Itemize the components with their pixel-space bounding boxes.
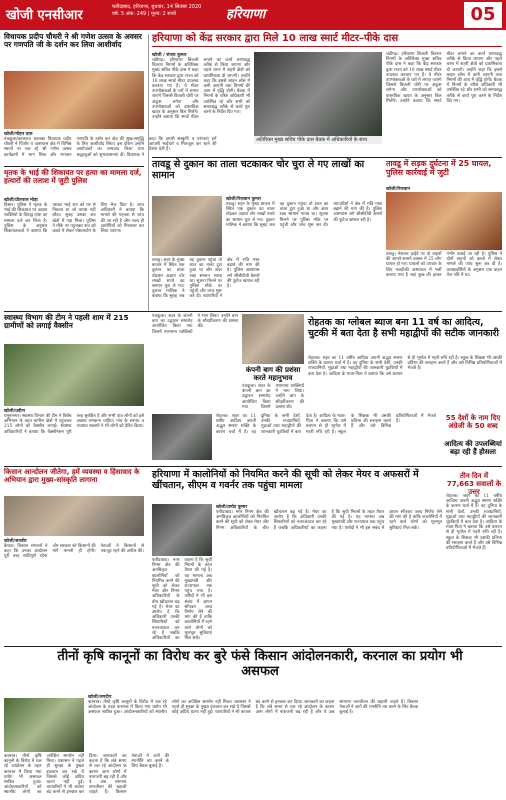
dateline-issue: वर्ष: 5 अंक: 249 | मूल्य: 2 रुपये (112, 11, 177, 17)
caption-meter: अतिरिक्त मुख्य सचिव पीके दास बैठक में अधिकारियों के साथ (254, 136, 382, 144)
photo-vaccine (4, 344, 144, 406)
story-headline-vaccine: स्वास्थ्य विभाग की टीम ने पहली शाम में 215 ग्रामीणों को लगाई वैक्सीन (4, 313, 129, 331)
body-jyoti: पंचकूला/कालका। कालका विधायक प्रदीप चौधरी ने पिंजौर व आसपास क्षेत्र में विभिन्न स्थानों पर चल रहे श्री गणेश उत्सव कार्यक्रमों में भाग लिया और भगवान गणपति के दर्शन कर क्षेत्र की सुख-समृद्धि के लिए आशीर्वाद लिया। इस दौरान उन्होंने आयोजकों का धन्यवाद किया तथा श्रद्धालुओं को शुभकामनाएं दीं। विधायक ने कहा कि हमारी संस्कृति व परंपराएं हमें आपसी भाईचारे व मिलजुल कर रहने की प्रेरणा देती हैं। (4, 137, 217, 158)
body-theft-continued: तावडू। शहर के मुख्य बाजार में स्थित एक दुकान का ताला तोड़कर अज्ञात चोर लाखों रुपये का सामान चुरा ले गए। दुकान मालिक ने बताया कि सुबह जब वह दुकान पहुंचा तो शटर का ताला टूटा हुआ था और अंदर रखा सामान गायब था। सूचना मिलने पर पुलिस मौके पर पहुंची और जांच शुरू कर दी। व्यापारियों ने क्षेत्र में रात्रि गश्त बढ़ाने की मांग की है। पुलिस आसपास लगे सीसीटीवी कैमरों की फुटेज खंगाल रही है। (152, 258, 260, 300)
photo-aditya (152, 414, 212, 460)
masthead (0, 0, 506, 30)
story-headline-meter: हरियाणा को केंद्र सरकार द्वारा मिले 10 लाख स्मार्ट मीटर–पीके दास (152, 33, 502, 47)
photo-meter-meeting (254, 52, 382, 136)
body-karnal-continued: करनाल। तीनों कृषि कानूनों के विरोध में चल रहे आंदोलन के तहत करनाल में किया गया प्रयोग भी असफल साबित हुआ। आंदोलनकारियों को स्थानीय लोगों का अपेक्षित समर्थन नहीं मिला। प्रशासन ने पहले ही सुरक्षा के पुख्ता इंतजाम कर रखे थे जिससे कोई अप्रिय घटना नहीं हुई। व्यापारियों ने भी बाजार बंद करने से इनकार कर दिया। जानकारों का कहना है कि लंबे समय से चल रहे आंदोलन के कारण आम लोगों में नाराजगी बढ़ रही है और वे अब सामान्य जनजीवन की बहाली चाहते हैं। किसान नेताओं ने आगे की रणनीति तय करने के लिए बैठक बुलाई है। (4, 754, 169, 796)
column-rule (148, 34, 149, 312)
body-theft: तावडू। शहर के मुख्य बाजार में स्थित एक दुकान का ताला तोड़कर अज्ञात चोर लाखों रुपये का सामान चुरा ले गए। दुकान मालिक ने बताया कि सुबह जब वह दुकान पहुंचा तो शटर का ताला टूटा हुआ था और अंदर रखा सामान गायब था। सूचना मिलने पर पुलिस मौके पर पहुंची और जांच शुरू कर दी। व्यापारियों ने क्षेत्र में रात्रि गश्त बढ़ाने की मांग की है। पुलिस आसपास लगे सीसीटीवी कैमरों की फुटेज खंगाल रही है। (226, 202, 382, 228)
story-headline-murder: मृतक के भाई की शिकायत पर हत्या का मामला दर्ज, हत्यारों की तलाश में जुटी पुलिस (4, 168, 142, 186)
byline-karnal: खोजी/जगदीप (88, 695, 112, 700)
story-headline-colony: हरियाणा में कालोनियों को नियमित करने की सूची को लेकर मेयर व अफसरों में खींचतान, सीएम व गवर्नर तक पहुंचा मामला (152, 469, 419, 491)
byline-jyoti: खोजी/मोहन दास (4, 132, 33, 137)
dateline-date: फरीदाबाद, हरियाणा, बुधवार, 14 सितंबर 2020 (112, 4, 202, 10)
byline-accident: खोजी/रिजवान (386, 187, 410, 192)
divider (4, 166, 144, 167)
story-headline-accident: तावडू में सड़क दुर्घटना में 25 घायल, पुलिस कार्रवाई में जुटी (386, 159, 492, 177)
body-company-left: पंचकूला। शहर के कंपनी बाग का उद्घाटन समारोह आयोजित किया गया जिसमें गणमान्य व्यक्तियों ने भाग लिया। उन्होंने बाग के सौंदर्यीकरण की प्रशंसा की। (152, 314, 238, 335)
divider (4, 646, 502, 647)
photo-shop (152, 196, 222, 256)
body-rohtak: रोहतक। शहर का 11 वर्षीय आदित्य अपनी अद्भुत स्मरण शक्ति के कारण चर्चा में है। वह दुनिया के सभी देशों, उनकी राजधानियों, मुद्राओं तथा महाद्वीपों की जानकारी चुटकियों में बता देता है। आदित्य के माता-पिता ने बताया कि उसे बचपन से ही भूगोल में गहरी रुचि रही है। स्कूल के शिक्षक भी उसकी प्रतिभा की सराहना करते हैं और उसे विभिन्न प्रतियोगिताओं में भेजते हैं। (216, 414, 436, 435)
divider (4, 466, 502, 467)
page-number: 05 (464, 2, 502, 28)
story-headline-company: कंपनी बाग की प्रशंसा करते महानुभाव (245, 366, 301, 383)
photo-company-bagh (242, 314, 304, 364)
body-meter: चंडीगढ़। हरियाणा बिजली वितरण निगमों के अतिरिक्त मुख्य सचिव पीके दास ने कहा कि केंद्र सरकार द्वारा राज्य को 10 लाख स्मार्ट मीटर उपलब्ध करवाए गए हैं। ये मीटर उपभोक्ताओं के घरों में लगाए जाएंगे जिससे बिजली चोरी पर अंकुश लगेगा और उपभोक्ताओं को वास्तविक खपत के अनुसार बिल मिलेंगे। उन्होंने बताया कि स्मार्ट मीटर लगाने का कार्य चरणबद्ध तरीके से किया जाएगा और पहले चरण में शहरी क्षेत्रों को प्राथमिकता दी जाएगी। उन्होंने कहा कि इससे लाइन लॉस में कमी आएगी तथा निगमों की आय में वृद्धि होगी। बैठक में निगमों के वरिष्ठ अधिकारी भी उपस्थित रहे और सभी को समयबद्ध तरीके से कार्य पूरा करने के निर्देश दिए गए। (152, 58, 250, 121)
body-rohtak-answers: रोहतक। शहर का 11 वर्षीय आदित्य अपनी अद्भुत स्मरण शक्ति के कारण चर्चा में है। वह दुनिया के सभी देशों, उनकी राजधानियों, मुद्राओं तथा महाद्वीपों की जानकारी चुटकियों में बता देता है। आदित्य के माता-पिता ने बताया कि उसे बचपन से ही भूगोल में गहरी रुचि रही है। स्कूल के शिक्षक भी उसकी प्रतिभा की सराहना करते हैं और उसे विभिन्न प्रतियोगिताओं में भेजते हैं। (446, 494, 502, 552)
body-colony-continued: फरीदाबाद। नगर निगम क्षेत्र की अनधिकृत कालोनियों को नियमित करने की सूची को लेकर मेयर और निगम अधिकारियों के बीच खींचतान बढ़ गई है। मेयर का आरोप है कि अधिकारी उनकी सिफारिशों को नजरअंदाज कर रहे हैं जबकि अधिकारियों का कहना है कि सूची नियमों के तहत तैयार की गई है। यह मामला अब मुख्यमंत्री और राज्यपाल तक पहुंच गया है। पार्षदों ने भी इस संबंध में ज्ञापन सौंपकर जल्द निर्णय लेने की मांग की है ताकि कालोनियों में रहने वाले लोगों को मूलभूत सुविधाएं मिल सकें। (152, 558, 212, 642)
body-karnal: करनाल। तीनों कृषि कानूनों के विरोध में चल रहे आंदोलन के तहत करनाल में किया गया प्रयोग भी असफल साबित हुआ। आंदोलनकारियों को स्थानीय लोगों का अपेक्षित समर्थन नहीं मिला। प्रशासन ने पहले ही सुरक्षा के पुख्ता इंतजाम कर रखे थे जिससे कोई अप्रिय घटना नहीं हुई। व्यापारियों ने भी बाजार बंद करने से इनकार कर दिया। जानकारों का कहना है कि लंबे समय से चल रहे आंदोलन के कारण आम लोगों में नाराजगी बढ़ रही है और वे अब सामान्य जनजीवन की बहाली चाहते हैं। किसान नेताओं ने आगे की रणनीति तय करने के लिए बैठक बुलाई है। (88, 700, 419, 716)
story-headline-jyoti: विधायक प्रदीप चौधरी ने श्री गणेश उत्सव के अवसर पर गणपति जी के दर्शन कर लिया आशीर्वाद (4, 32, 142, 50)
rohtak-box-countries: 55 देशों के नाम दिए अंग्रेजी के 50 शब्द (445, 414, 501, 431)
byline-murder: खोजी/प्रीतपाल मोहा (4, 198, 38, 203)
byline-theft: खोजी/रिज़वान कुमार (226, 197, 261, 202)
photo-jyoti (4, 71, 144, 129)
photo-farmer (4, 496, 144, 536)
rohtak-box-achievements: आदित्य की उपलब्धियां बढ़ा रही हैं हौसला (444, 440, 502, 457)
story-headline-farmer: किसान आन्दोलन जीतेगा, हमें व्यवस्था व हिंसावाद के अभियान द्वारा मुख्य-सांस्कृति लागाना (4, 468, 140, 484)
byline-meter: खोजी / संजय कुमार (152, 53, 187, 58)
photo-mayor (152, 504, 212, 556)
byline-farmer: खोजी/सतबीर (4, 539, 27, 544)
story-headline-karnal: तीनों कृषि कानूनों का विरोध कर बुरे फंसे किसान आंदोलनकारी, करनाल का प्रयोग भी असफल (57, 649, 463, 679)
body-colony: फरीदाबाद। नगर निगम क्षेत्र की अनधिकृत कालोनियों को नियमित करने की सूची को लेकर मेयर और निगम अधिकारियों के बीच खींचतान बढ़ गई है। मेयर का आरोप है कि अधिकारी उनकी सिफारिशों को नजरअंदाज कर रहे हैं जबकि अधिकारियों का कहना है कि सूची नियमों के तहत तैयार की गई है। यह मामला अब मुख्यमंत्री और राज्यपाल तक पहुंच गया है। पार्षदों ने भी इस संबंध में ज्ञापन सौंपकर जल्द निर्णय लेने की मांग की है ताकि कालोनियों में रहने वाले लोगों को मूलभूत सुविधाएं मिल सकें। (216, 510, 442, 531)
section-title: हरियाणा (226, 7, 266, 22)
body-rohtak-intro: रोहतक। शहर का 11 वर्षीय आदित्य अपनी अद्भुत स्मरण शक्ति के कारण चर्चा में है। वह दुनिया के सभी देशों, उनकी राजधानियों, मुद्राओं तथा महाद्वीपों की जानकारी चुटकियों में बता देता है। आदित्य के माता-पिता ने बताया कि उसे बचपन से ही भूगोल में गहरी रुचि रही है। स्कूल के शिक्षक भी उसकी प्रतिभा की सराहना करते हैं और उसे विभिन्न प्रतियोगिताओं में भेजते हैं। (308, 356, 502, 377)
story-headline-theft: तावडू से दुकान का ताला चटकाकर चोर चुरा ले गए लाखों का सामान (152, 159, 365, 181)
story-headline-rohtak: रोहतक का ग्लोबल ब्याज बना 11 वर्ष का आदित्य, चुटकी में बता देता है सभी महाद्वीपों की सटीक जानकारी (308, 317, 499, 339)
body-company: पंचकूला। शहर के कंपनी बाग का उद्घाटन समारोह आयोजित किया गया जिसमें गणमान्य व्यक्तियों ने भाग लिया। उन्होंने बाग के सौंदर्यीकरण की प्रशंसा की। (242, 384, 304, 410)
newspaper-brand: खोजी एनसीआर (6, 8, 83, 23)
byline-vaccine: खोजी/प्रवीण (4, 409, 25, 414)
divider (152, 157, 502, 158)
rohtak-box-answers: तीन दिन में 77,663 सवालों के उत्तर (446, 472, 502, 497)
body-murder: हिसार। पुलिस ने मृतक के भाई की शिकायत पर अज्ञात व्यक्तियों के विरुद्ध हत्या का मामला दर्ज कर लिया है। पुलिस के अनुसार शिकायतकर्ता ने बताया कि उसका भाई रात को घर से निकला था जो वापस नहीं लौटा। सुबह उसका शव खेतों में पड़ा मिला। पुलिस ने मौके पर पहुंचकर शव को कब्जे में लेकर पोस्टमार्टम के लिए भेज दिया है। जांच अधिकारी ने बताया कि मामले की गहनता से जांच की जा रही है और जल्द ही आरोपियों को गिरफ्तार कर लिया जाएगा। (4, 203, 144, 235)
photo-karnal (4, 698, 84, 752)
body-farmer: कैथल। किसान संगठनों ने कहा कि उनका आंदोलन पूरी तरह शांतिपूर्ण रहेगा और सरकार को किसानों की मांगें माननी ही होंगी। नेताओं ने किसानों से एकजुट रहने की अपील की। (4, 544, 144, 560)
byline-colony: खोजी/प्रमोद कुमार (216, 505, 248, 510)
body-accident: तावडू। नेशनल हाईवे पर दो वाहनों की आमने-सामने टक्कर में 25 लोग घायल हो गए। घायलों को उपचार के लिए नजदीकी अस्पताल में भर्ती कराया गया है जहां कुछ की हालत गंभीर बताई जा रही है। पुलिस ने दोनों वाहनों को कब्जे में लेकर मामले की जांच शुरू कर दी है। प्रत्यक्षदर्शियों के अनुसार एक वाहन तेज गति में था। (386, 252, 502, 278)
body-vaccine: यमुनानगर। स्वास्थ्य विभाग की टीम ने विशेष अभियान के तहत ग्रामीण क्षेत्रों में पहुंचकर 215 लोगों को वैक्सीन लगाई। स्वास्थ्य अधिकारियों ने बताया कि वैक्सीनेशन पूरी तरह सुरक्षित है और सभी पात्र लोगों को इसे अवश्य लगवाना चाहिए। गांव के सरपंच व पंचायत सदस्यों ने भी लोगों को प्रेरित किया। (4, 414, 144, 435)
divider (4, 311, 502, 312)
photo-accident (386, 192, 502, 250)
body-meter-continued: चंडीगढ़। हरियाणा बिजली वितरण निगमों के अतिरिक्त मुख्य सचिव पीके दास ने कहा कि केंद्र सरकार द्वारा राज्य को 10 लाख स्मार्ट मीटर उपलब्ध करवाए गए हैं। ये मीटर उपभोक्ताओं के घरों में लगाए जाएंगे जिससे बिजली चोरी पर अंकुश लगेगा और उपभोक्ताओं को वास्तविक खपत के अनुसार बिल मिलेंगे। उन्होंने बताया कि स्मार्ट मीटर लगाने का कार्य चरणबद्ध तरीके से किया जाएगा और पहले चरण में शहरी क्षेत्रों को प्राथमिकता दी जाएगी। उन्होंने कहा कि इससे लाइन लॉस में कमी आएगी तथा निगमों की आय में वृद्धि होगी। बैठक में निगमों के वरिष्ठ अधिकारी भी उपस्थित रहे और सभी को समयबद्ध तरीके से कार्य पूरा करने के निर्देश दिए गए। (386, 52, 502, 104)
